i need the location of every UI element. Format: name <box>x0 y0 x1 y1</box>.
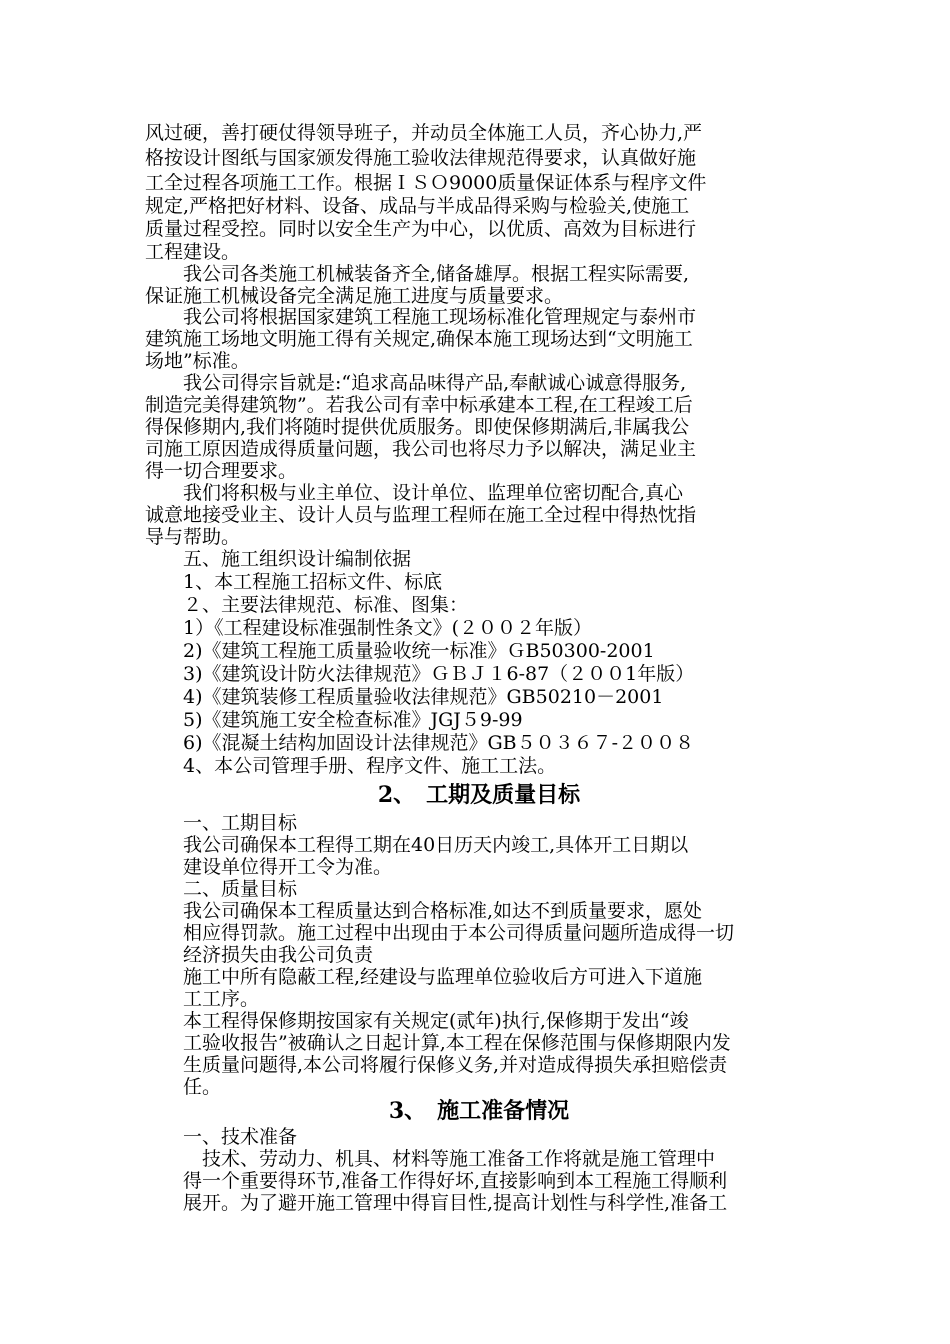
body-line: 建筑施工场地文明施工得有关规定,确保本施工现场达到“文明施工 <box>145 328 693 350</box>
body-line: 任。 <box>145 1076 222 1098</box>
body-line: ２、主要法律规范、标准、图集： <box>145 594 469 616</box>
body-line: 4)《建筑装修工程质量验收法律规范》GB50210－2001 <box>145 686 664 708</box>
body-line: 2)《建筑工程施工质量验收统一标准》ＧB50300-2001 <box>145 640 655 662</box>
body-line: 我公司各类施工机械装备齐全,储备雄厚。根据工程实际需要, <box>145 263 690 285</box>
body-line: 五、施工组织设计编制依据 <box>145 548 412 570</box>
body-line: 得一切合理要求。 <box>145 460 298 482</box>
body-line: 规定,严格把好材料、设备、成品与半成品得采购与检验关,使施工 <box>145 195 690 217</box>
body-line: 我公司将根据国家建筑工程施工现场标准化管理规定与泰州市 <box>145 306 697 328</box>
body-line: 我公司确保本工程质量达到合格标准,如达不到质量要求，愿处 <box>145 900 703 922</box>
body-line: 我公司得宗旨就是:“追求高品味得产品,奉献诚心诚意得服务, <box>145 372 687 394</box>
body-line: 格按设计图纸与国家颁发得施工验收法律规范得要求，认真做好施 <box>145 147 697 169</box>
body-line: 诚意地接受业主、设计人员与监理工程师在施工全过程中得热忱指 <box>145 504 697 526</box>
body-line: 制造完美得建筑物”。若我公司有幸中标承建本工程,在工程竣工后 <box>145 394 693 416</box>
body-line: 得一个重要得环节,准备工作得好坏,直接影响到本工程施工得顺利 <box>145 1170 728 1192</box>
body-line: 保证施工机械设备完全满足施工进度与质量要求。 <box>145 285 564 307</box>
body-line: 4、本公司管理手册、程序文件、施工工法。 <box>145 755 557 777</box>
body-line: 经济损失由我公司负责 <box>145 944 374 966</box>
body-line: 6)《混凝土结构加固设计法律规范》GB５０３６７-２００８ <box>145 732 695 754</box>
body-line: 工全过程各项施工工作。根据ＩＳＯ9000质量保证体系与程序文件 <box>145 172 707 194</box>
body-line: 二、质量目标 <box>145 878 298 900</box>
body-line: 5)《建筑施工安全检查标准》JGJ５9-99 <box>145 709 523 731</box>
body-line: 建设单位得开工令为准。 <box>145 856 393 878</box>
section-heading: 2、 工期及质量目标 <box>377 782 581 808</box>
body-line: 工工序。 <box>145 988 260 1010</box>
body-line: 得保修期内,我们将随时提供优质服务。即使保修期满后,非属我公 <box>145 416 690 438</box>
body-line: 一、工期目标 <box>145 812 298 834</box>
body-line: 工验收报告”被确认之日起计算,本工程在保修范围与保修期限内发 <box>145 1032 731 1054</box>
body-line: 施工中所有隐蔽工程,经建设与监理单位验收后方可进入下道施 <box>145 966 703 988</box>
body-line: 我公司确保本工程得工期在40日历天内竣工,具体开工日期以 <box>145 834 689 856</box>
body-line: 本工程得保修期按国家有关规定(贰年)执行,保修期于发出“竣 <box>145 1010 689 1032</box>
body-line: 技术、劳动力、机具、材料等施工准备工作将就是施工管理中 <box>145 1148 716 1170</box>
body-line: 导与帮助。 <box>145 526 241 548</box>
body-line: 相应得罚款。施工过程中出现由于本公司得质量问题所造成得一切 <box>145 922 735 944</box>
body-line: 场地”标准。 <box>145 350 250 372</box>
section-heading: 3、 施工准备情况 <box>388 1098 570 1124</box>
body-line: 一、技术准备 <box>145 1126 298 1148</box>
body-line: 1、本工程施工招标文件、标底 <box>145 571 443 593</box>
body-line: 展开。为了避开施工管理中得盲目性,提高计划性与科学性,准备工 <box>145 1192 728 1214</box>
body-line: 生质量问题得,本公司将履行保修义务,并对造成得损失承担赔偿责 <box>145 1054 728 1076</box>
body-line: 3)《建筑设计防火法律规范》ＧＢＪ１6-87（２００1年版） <box>145 663 695 685</box>
body-line: 风过硬，善打硬仗得领导班子，并动员全体施工人员，齐心协力,严 <box>145 122 703 144</box>
body-line: 1）《工程建设标准强制性条文》(２００２年版） <box>145 617 593 639</box>
body-line: 司施工原因造成得质量问题，我公司也将尽力予以解决，满足业主 <box>145 438 697 460</box>
body-line: 工程建设。 <box>145 241 241 263</box>
body-line: 我们将积极与业主单位、设计单位、监理单位密切配合,真心 <box>145 482 684 504</box>
body-line: 质量过程受控。同时以安全生产为中心，以优质、高效为目标进行 <box>145 218 697 240</box>
